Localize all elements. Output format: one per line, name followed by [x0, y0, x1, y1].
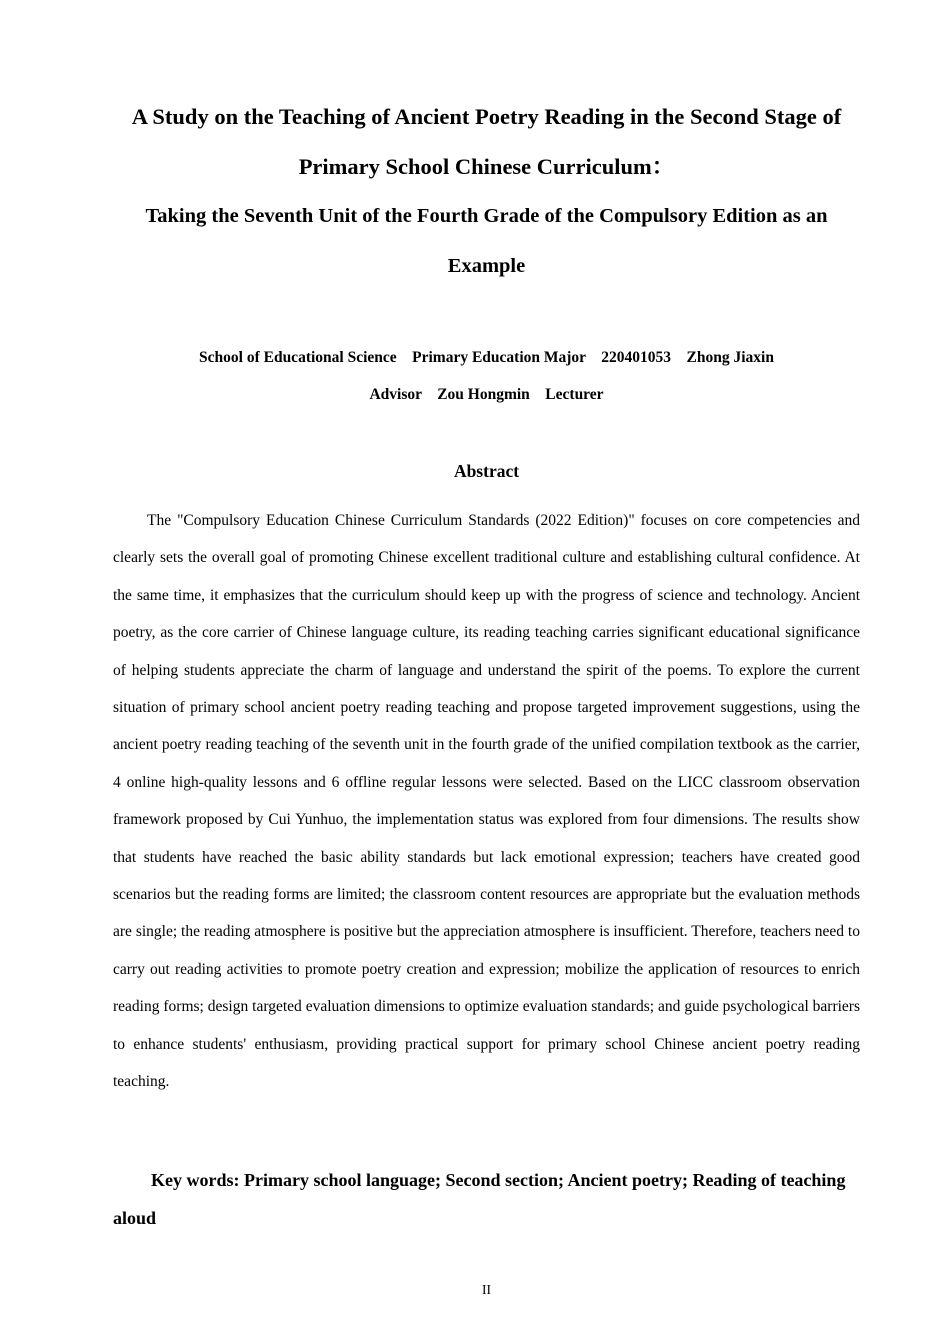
abstract-body: The "Compulsory Education Chinese Curriculum Standards (2022 Edition)" focuses on core competencies and clearly sets the overall goal of promoting Chinese excellent traditional culture and establishing cultural confidence. At the same time, it emphasizes that the curriculum should keep up with the progress of science and technology. Ancient poetry, as the core carrier of Chinese language culture, its reading teaching carries significant educational significance of helping students appreciate the charm of language and understand the spirit of the poems. To explore the current situation of primary school ancient poetry reading teaching and propose targeted improvement suggestions, using the ancient poetry reading teaching of the seventh unit in the fourth grade of the unified compilation textbook as the carrier, 4 online high-quality lessons and 6 offline regular lessons were selected. Based on the LICC classroom observation framework proposed by Cui Yunhuo, the implementation status was explored from four dimensions. The results show that students have reached the basic ability standards but lack emotional expression; teachers have created good scenarios but the reading forms are limited; the classroom content resources are appropriate but the evaluation methods are single; the reading atmosphere is positive but the appreciation atmosphere is insufficient. Therefore, teachers need to carry out reading activities to promote poetry creation and expression; mobilize the application of resources to enrich reading forms; design targeted evaluation dimensions to optimize evaluation standards; and guide psychological barriers to enhance students' enthusiasm, providing practical support for primary school Chinese ancient poetry reading teaching.	[113, 512, 860, 1091]
page-number: II	[482, 1282, 491, 1297]
keywords: Key words: Primary school language; Second section; Ancient poetry; Reading of teaching aloud	[113, 1170, 846, 1228]
advisor-line: Advisor Zou Hongmin Lecturer	[369, 386, 604, 403]
document-page	[113, 0, 860, 1344]
author-line: School of Educational Science Primary Education Major 220401053 Zhong Jiaxin	[199, 349, 774, 366]
paper-subtitle: Taking the Seventh Unit of the Fourth Grade of the Compulsory Edition as an Example	[145, 205, 828, 277]
paper-title: A Study on the Teaching of Ancient Poetry Reading in the Second Stage of Primary School Chinese Curriculum：	[131, 104, 842, 179]
abstract-heading: Abstract	[453, 461, 520, 481]
